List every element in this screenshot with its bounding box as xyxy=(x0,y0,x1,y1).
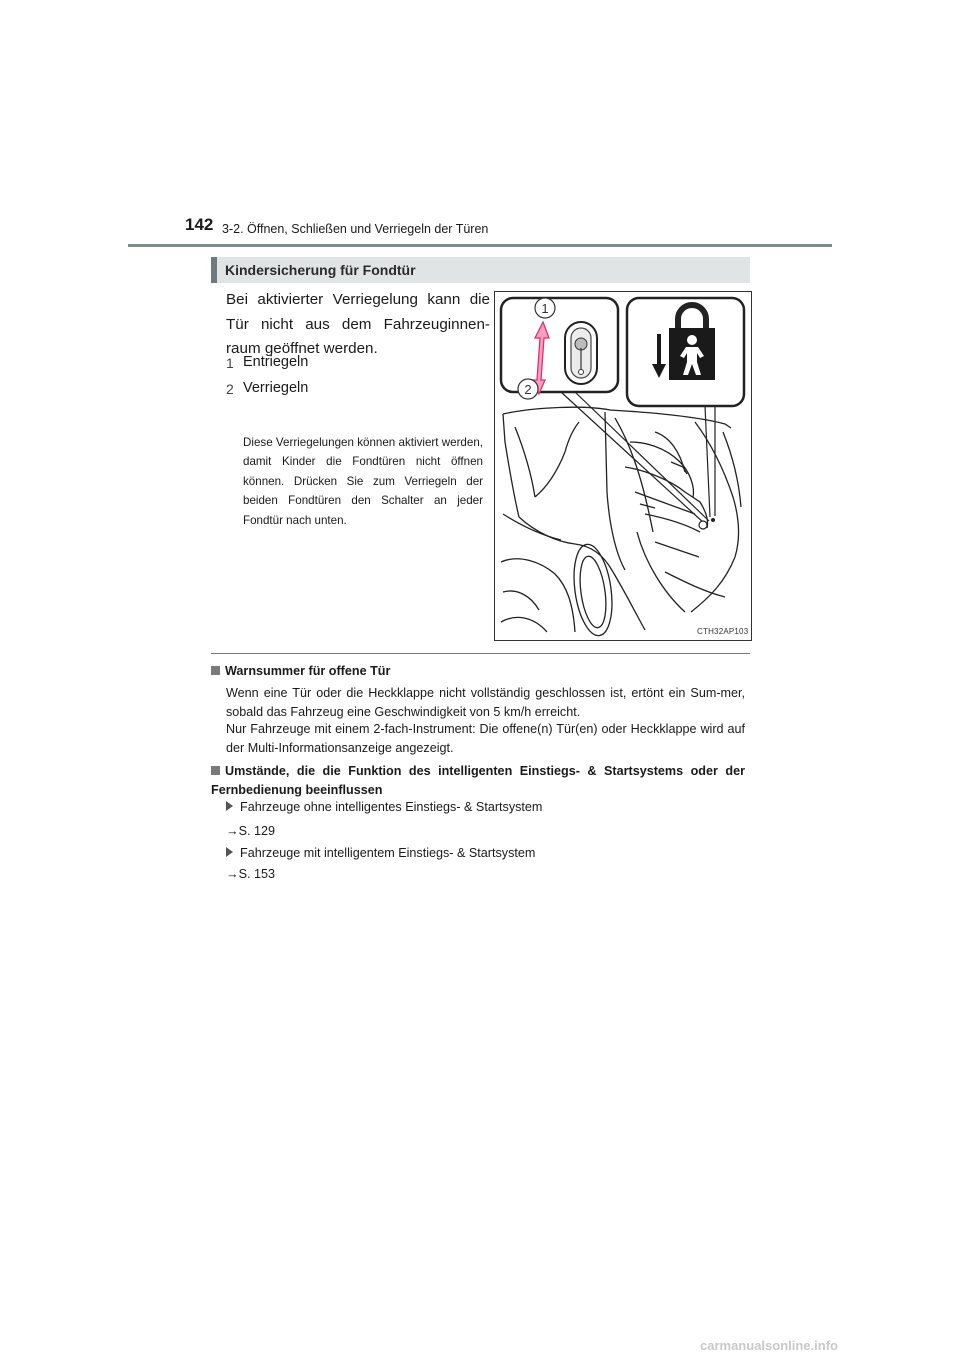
watermark: carmanualsonline.info xyxy=(700,1338,838,1353)
lock-switch-location xyxy=(699,521,707,529)
section-header xyxy=(211,257,750,283)
switch-inset xyxy=(501,298,618,392)
square-bullet-icon xyxy=(211,666,220,675)
page-reference-129[interactable]: →S. 129 xyxy=(226,824,276,838)
header-rule xyxy=(128,244,832,247)
step-label-lock: Verriegeln xyxy=(243,380,309,396)
callout-2-label: 2 xyxy=(524,382,532,397)
child-head-icon xyxy=(687,335,697,345)
square-bullet-icon xyxy=(211,766,220,775)
info-heading-smart-entry xyxy=(211,762,745,799)
page-number: 142 xyxy=(185,215,214,234)
info-heading-door-buzzer xyxy=(211,664,390,678)
note-paragraph: Diese Verriegelungen können aktiviert werden, damit Kinder die Fondtüren nicht öffnen können. Drücken Sie zum Verriegeln der beiden Fondtüren den Schalter an jeder Fondtür nach unten. xyxy=(243,436,483,527)
info-text-buzzer: Wenn eine Tür oder die Heckklappe nicht vollständig geschlossen ist, ertönt ein Sum-mer, sobald das Fahrzeug eine Geschwindigkeit von 5 km/h erreicht. xyxy=(226,686,745,719)
info-heading-text: Umstände, die die Funktion des intelligenten Einstiegs- & Startsystems oder der Fernbedienung beeinflussen xyxy=(211,764,745,797)
page-reference-153[interactable]: →S. 153 xyxy=(226,867,276,881)
step-number-2: 2 xyxy=(226,381,234,397)
info-text-instrument: Nur Fahrzeuge mit einem 2-fach-Instrument: Die offene(n) Tür(en) oder Heckklappe wird auf der Multi-Informationsanzeige angezeigt. xyxy=(226,722,745,755)
list-item-with-smart-entry: Fahrzeuge mit intelligentem Einstiegs- & Startsystem xyxy=(226,846,535,860)
step-number-1: 1 xyxy=(226,355,234,371)
child-lock-illustration xyxy=(495,292,751,640)
callout-1-label: 1 xyxy=(541,301,549,316)
figure-code: CTH32AP103 xyxy=(697,627,749,636)
list-item-without-smart-entry: Fahrzeuge ohne intelligentes Einstiegs- & Startsystem xyxy=(226,800,542,814)
section-divider xyxy=(211,653,750,654)
section-title: Kindersicherung für Fondtür xyxy=(225,262,416,278)
door-lock-figure xyxy=(494,291,752,641)
section-header-accent xyxy=(211,257,217,283)
chapter-title: 3-2. Öffnen, Schließen und Verriegeln der Türen xyxy=(222,222,489,236)
step-label-unlock: Entriegeln xyxy=(243,354,309,370)
triangle-bullet-icon xyxy=(226,847,233,857)
intro-paragraph: Bei aktivierter Verriegelung kann die Tür nicht aus dem Fahrzeuginnen-raum geöffnet werden. xyxy=(226,291,490,357)
info-heading-text: Warnsummer für offene Tür xyxy=(225,664,391,678)
triangle-bullet-icon xyxy=(226,801,233,811)
